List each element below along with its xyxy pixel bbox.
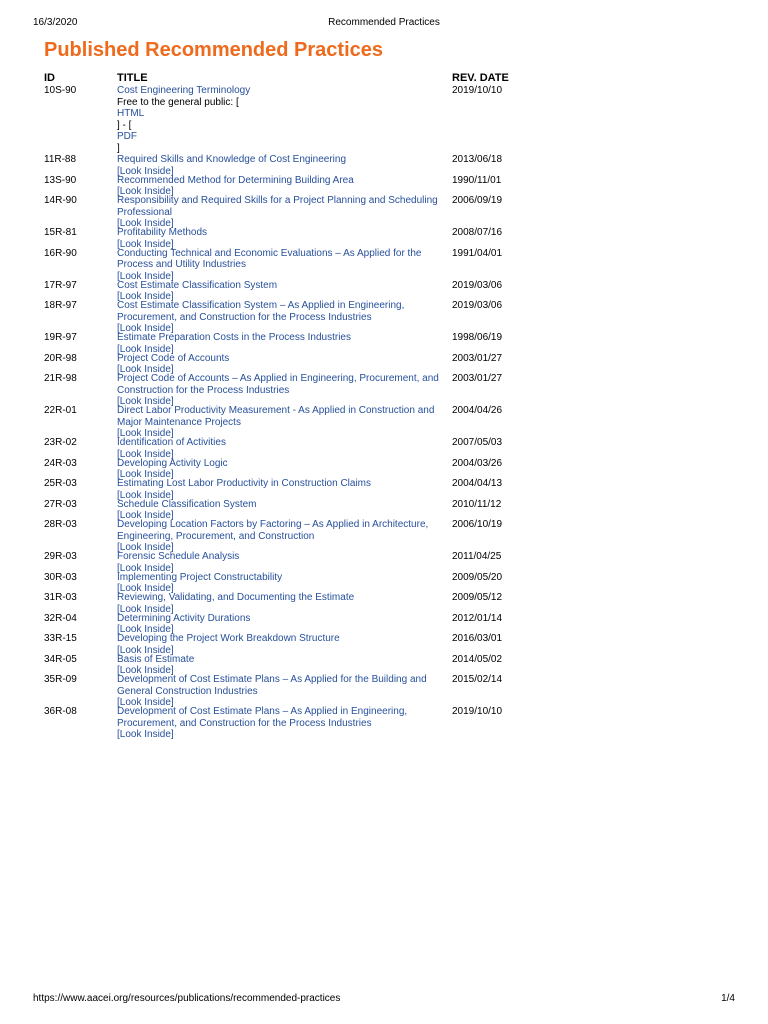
column-header-id: ID xyxy=(44,72,55,84)
table-row xyxy=(44,592,514,613)
practice-title-cell xyxy=(117,300,449,332)
practice-id: 22R-01 xyxy=(44,405,77,416)
rev-date: 2019/10/10 xyxy=(452,85,503,96)
practice-title-cell xyxy=(117,353,449,374)
table-row xyxy=(44,519,514,551)
practice-title-link[interactable]: Responsibility and Required Skills for a Project Planning and Scheduling Professional xyxy=(117,195,438,218)
practice-id: 16R-90 xyxy=(44,247,77,259)
practice-title-link[interactable]: Project Code of Accounts xyxy=(117,352,230,364)
rev-date: 2014/05/02 xyxy=(452,653,503,665)
table-row xyxy=(44,248,514,280)
table-row xyxy=(44,85,514,154)
table-row xyxy=(44,633,514,654)
rev-date: 2019/10/10 xyxy=(452,706,503,717)
practice-title-link[interactable]: Basis of Estimate xyxy=(117,653,195,665)
look-inside-link[interactable]: [Look Inside] xyxy=(117,542,174,553)
table-row xyxy=(44,551,514,572)
practice-id: 11R-88 xyxy=(44,154,77,165)
look-inside-link[interactable]: [Look Inside] xyxy=(117,323,174,334)
print-page-title: Recommended Practices xyxy=(328,17,440,28)
practice-title-link[interactable]: Schedule Classification System xyxy=(117,498,257,510)
rev-date: 2008/07/16 xyxy=(452,227,503,238)
practice-id: 33R-15 xyxy=(44,633,77,644)
practice-title-cell xyxy=(117,280,449,301)
practice-id: 24R-03 xyxy=(44,457,77,469)
practice-id: 23R-02 xyxy=(44,437,77,448)
print-date: 16/3/2020 xyxy=(33,17,78,28)
table-row xyxy=(44,280,514,301)
practice-title-link[interactable]: Forensic Schedule Analysis xyxy=(117,551,240,562)
practice-id: 13S-90 xyxy=(44,174,77,186)
practice-id: 28R-03 xyxy=(44,519,77,530)
rev-date: 2011/04/25 xyxy=(452,551,502,562)
free-access-text: Free to the general public: [ xyxy=(117,96,239,108)
look-inside-link[interactable]: [Look Inside] xyxy=(117,729,174,740)
practice-title-cell xyxy=(117,572,449,593)
practice-id: 25R-03 xyxy=(44,478,77,489)
practice-title-cell xyxy=(117,551,449,572)
look-inside-link[interactable]: [Look Inside] xyxy=(117,510,174,521)
rev-date: 2010/11/12 xyxy=(452,498,502,510)
practice-id: 32R-04 xyxy=(44,612,77,624)
table-row xyxy=(44,195,514,227)
practice-id: 19R-97 xyxy=(44,332,77,343)
practice-title-link[interactable]: Required Skills and Knowledge of Cost Engineering xyxy=(117,154,347,165)
practice-id: 31R-03 xyxy=(44,592,77,603)
practice-title-cell xyxy=(117,519,449,551)
practice-title-cell xyxy=(117,154,449,175)
practice-title-link[interactable]: Cost Engineering Terminology xyxy=(117,85,251,96)
rev-date: 2003/01/27 xyxy=(452,352,503,364)
print-url: https://www.aacei.org/resources/publications/recommended-practices xyxy=(33,993,341,1004)
rev-date: 2004/04/13 xyxy=(452,478,503,489)
look-inside-link[interactable]: [Look Inside] xyxy=(117,583,174,594)
column-header-title: TITLE xyxy=(117,72,148,84)
table-row xyxy=(44,353,514,374)
table-row xyxy=(44,706,514,738)
practice-title-link[interactable]: Determining Activity Durations xyxy=(117,612,251,624)
table-row xyxy=(44,373,514,405)
practice-title-link[interactable]: Estimate Preparation Costs in the Process Industries xyxy=(117,332,351,343)
practice-title-link[interactable]: Implementing Project Constructability xyxy=(117,571,283,583)
free-access-line xyxy=(117,97,449,155)
look-inside-link[interactable]: [Look Inside] xyxy=(117,343,174,355)
rev-date: 1991/04/01 xyxy=(452,247,503,259)
practice-id: 10S-90 xyxy=(44,85,77,96)
look-inside-link[interactable]: [Look Inside] xyxy=(117,364,174,375)
look-inside-link[interactable]: [Look Inside] xyxy=(117,469,174,480)
practice-id: 20R-98 xyxy=(44,352,77,364)
practice-title-cell xyxy=(117,633,449,654)
rev-date: 2019/03/06 xyxy=(452,300,503,311)
look-inside-link[interactable]: [Look Inside] xyxy=(117,291,174,302)
practice-id: 35R-09 xyxy=(44,674,77,685)
look-inside-link[interactable]: [Look Inside] xyxy=(117,186,174,197)
table-row xyxy=(44,654,514,675)
rev-date: 2004/03/26 xyxy=(452,457,503,469)
rev-date: 2009/05/20 xyxy=(452,571,503,583)
practice-title-cell xyxy=(117,248,449,280)
practice-title-link[interactable]: Developing Location Factors by Factoring – As Applied in Architecture, Engineering, Procurement, and Construction xyxy=(117,519,429,542)
page-title: Published Recommended Practices xyxy=(44,39,384,61)
rev-date: 2016/03/01 xyxy=(452,633,503,644)
print-page-number: 1/4 xyxy=(721,993,735,1004)
practice-title-cell xyxy=(117,85,449,154)
table-row xyxy=(44,227,514,248)
table-row xyxy=(44,478,514,499)
practice-title-cell xyxy=(117,175,449,196)
practice-title-cell xyxy=(117,373,449,405)
practice-id: 30R-03 xyxy=(44,571,77,583)
table-row xyxy=(44,613,514,634)
practice-id: 34R-05 xyxy=(44,653,77,665)
look-inside-link[interactable]: [Look Inside] xyxy=(117,428,174,439)
table-row xyxy=(44,674,514,706)
pdf-link[interactable]: PDF xyxy=(117,131,137,142)
look-inside-link[interactable]: [Look Inside] xyxy=(117,489,174,501)
table-header-row xyxy=(44,71,514,85)
rev-date: 2015/02/14 xyxy=(452,674,503,685)
practice-title-link[interactable]: Recommended Method for Determining Building Area xyxy=(117,174,354,186)
column-header-rev-date: REV. DATE xyxy=(452,72,509,84)
practice-id: 18R-97 xyxy=(44,300,77,311)
table-row xyxy=(44,300,514,332)
practice-title-link[interactable]: Developing the Project Work Breakdown Structure xyxy=(117,633,340,644)
practice-title-cell xyxy=(117,499,449,520)
practice-title-link[interactable]: Project Code of Accounts – As Applied in Engineering, Procurement, and Construction for the Process Industries xyxy=(117,373,439,396)
rev-date: 2004/04/26 xyxy=(452,405,503,416)
free-access-separator: ] - [ xyxy=(117,119,132,131)
rev-date: 2003/01/27 xyxy=(452,373,503,384)
practice-title-cell xyxy=(117,227,449,248)
rev-date: 1998/06/19 xyxy=(452,332,503,343)
look-inside-link[interactable]: [Look Inside] xyxy=(117,697,174,708)
table-row xyxy=(44,499,514,520)
practice-title-link[interactable]: Cost Estimate Classification System xyxy=(117,279,278,291)
table-row xyxy=(44,458,514,479)
recommended-practices-table xyxy=(44,71,514,738)
rev-date: 2007/05/03 xyxy=(452,437,503,448)
look-inside-link[interactable]: [Look Inside] xyxy=(117,238,174,250)
practice-title-link[interactable]: Conducting Technical and Economic Evaluations – As Applied for the Process and Utility Industries xyxy=(117,247,422,270)
print-header xyxy=(33,17,735,31)
practice-id: 21R-98 xyxy=(44,373,77,384)
rev-date: 2009/05/12 xyxy=(452,592,503,603)
practice-title-cell xyxy=(117,405,449,437)
look-inside-link[interactable]: [Look Inside] xyxy=(117,448,174,460)
look-inside-link[interactable]: [Look Inside] xyxy=(117,624,174,635)
practice-title-cell xyxy=(117,592,449,613)
practice-title-link[interactable]: Direct Labor Productivity Measurement - As Applied in Construction and Major Maintenance Projects xyxy=(117,405,435,428)
rev-date: 2019/03/06 xyxy=(452,279,503,291)
practice-title-link[interactable]: Profitability Methods xyxy=(117,227,208,238)
practice-id: 14R-90 xyxy=(44,195,77,206)
look-inside-link[interactable]: [Look Inside] xyxy=(117,644,174,656)
table-row xyxy=(44,572,514,593)
practice-title-link[interactable]: Cost Estimate Classification System – As Applied in Engineering, Procurement, and Construction for the Process Industries xyxy=(117,300,405,323)
practice-title-link[interactable]: Developing Activity Logic xyxy=(117,457,228,469)
practice-title-link[interactable]: Identification of Activities xyxy=(117,437,226,448)
look-inside-link[interactable]: [Look Inside] xyxy=(117,218,174,229)
free-access-suffix: ] xyxy=(117,142,120,154)
table-row xyxy=(44,154,514,175)
look-inside-link[interactable]: [Look Inside] xyxy=(117,665,174,676)
look-inside-link[interactable]: [Look Inside] xyxy=(117,396,174,407)
table-row xyxy=(44,175,514,196)
table-row xyxy=(44,437,514,458)
rev-date: 2006/09/19 xyxy=(452,195,503,206)
practice-title-cell xyxy=(117,437,449,458)
table-body xyxy=(44,85,514,738)
practice-title-cell xyxy=(117,706,449,738)
practice-title-cell xyxy=(117,654,449,675)
look-inside-link[interactable]: [Look Inside] xyxy=(117,270,174,282)
practice-title-cell xyxy=(117,478,449,499)
look-inside-link[interactable]: [Look Inside] xyxy=(117,562,174,574)
practice-title-cell xyxy=(117,674,449,706)
practice-title-cell xyxy=(117,458,449,479)
html-link[interactable]: HTML xyxy=(117,108,145,119)
rev-date: 1990/11/01 xyxy=(452,174,502,186)
look-inside-link[interactable]: [Look Inside] xyxy=(117,603,174,615)
rev-date: 2012/01/14 xyxy=(452,612,503,624)
practice-title-cell xyxy=(117,613,449,634)
practice-id: 36R-08 xyxy=(44,706,77,717)
practice-id: 17R-97 xyxy=(44,279,77,291)
practice-title-link[interactable]: Reviewing, Validating, and Documenting the Estimate xyxy=(117,592,355,603)
table-row xyxy=(44,332,514,353)
practice-title-cell xyxy=(117,332,449,353)
practice-title-link[interactable]: Development of Cost Estimate Plans – As Applied for the Building and General Construction Industries xyxy=(117,674,427,697)
practice-title-link[interactable]: Development of Cost Estimate Plans – As Applied in Engineering, Procurement, and Construction for the Process Industries xyxy=(117,706,408,729)
practice-title-cell xyxy=(117,195,449,227)
practice-id: 15R-81 xyxy=(44,227,77,238)
practice-id: 29R-03 xyxy=(44,551,77,562)
look-inside-link[interactable]: [Look Inside] xyxy=(117,165,174,177)
practice-id: 27R-03 xyxy=(44,498,77,510)
practice-title-link[interactable]: Estimating Lost Labor Productivity in Construction Claims xyxy=(117,478,371,489)
rev-date: 2006/10/19 xyxy=(452,519,503,530)
table-row xyxy=(44,405,514,437)
print-footer xyxy=(33,993,735,1007)
rev-date: 2013/06/18 xyxy=(452,154,503,165)
